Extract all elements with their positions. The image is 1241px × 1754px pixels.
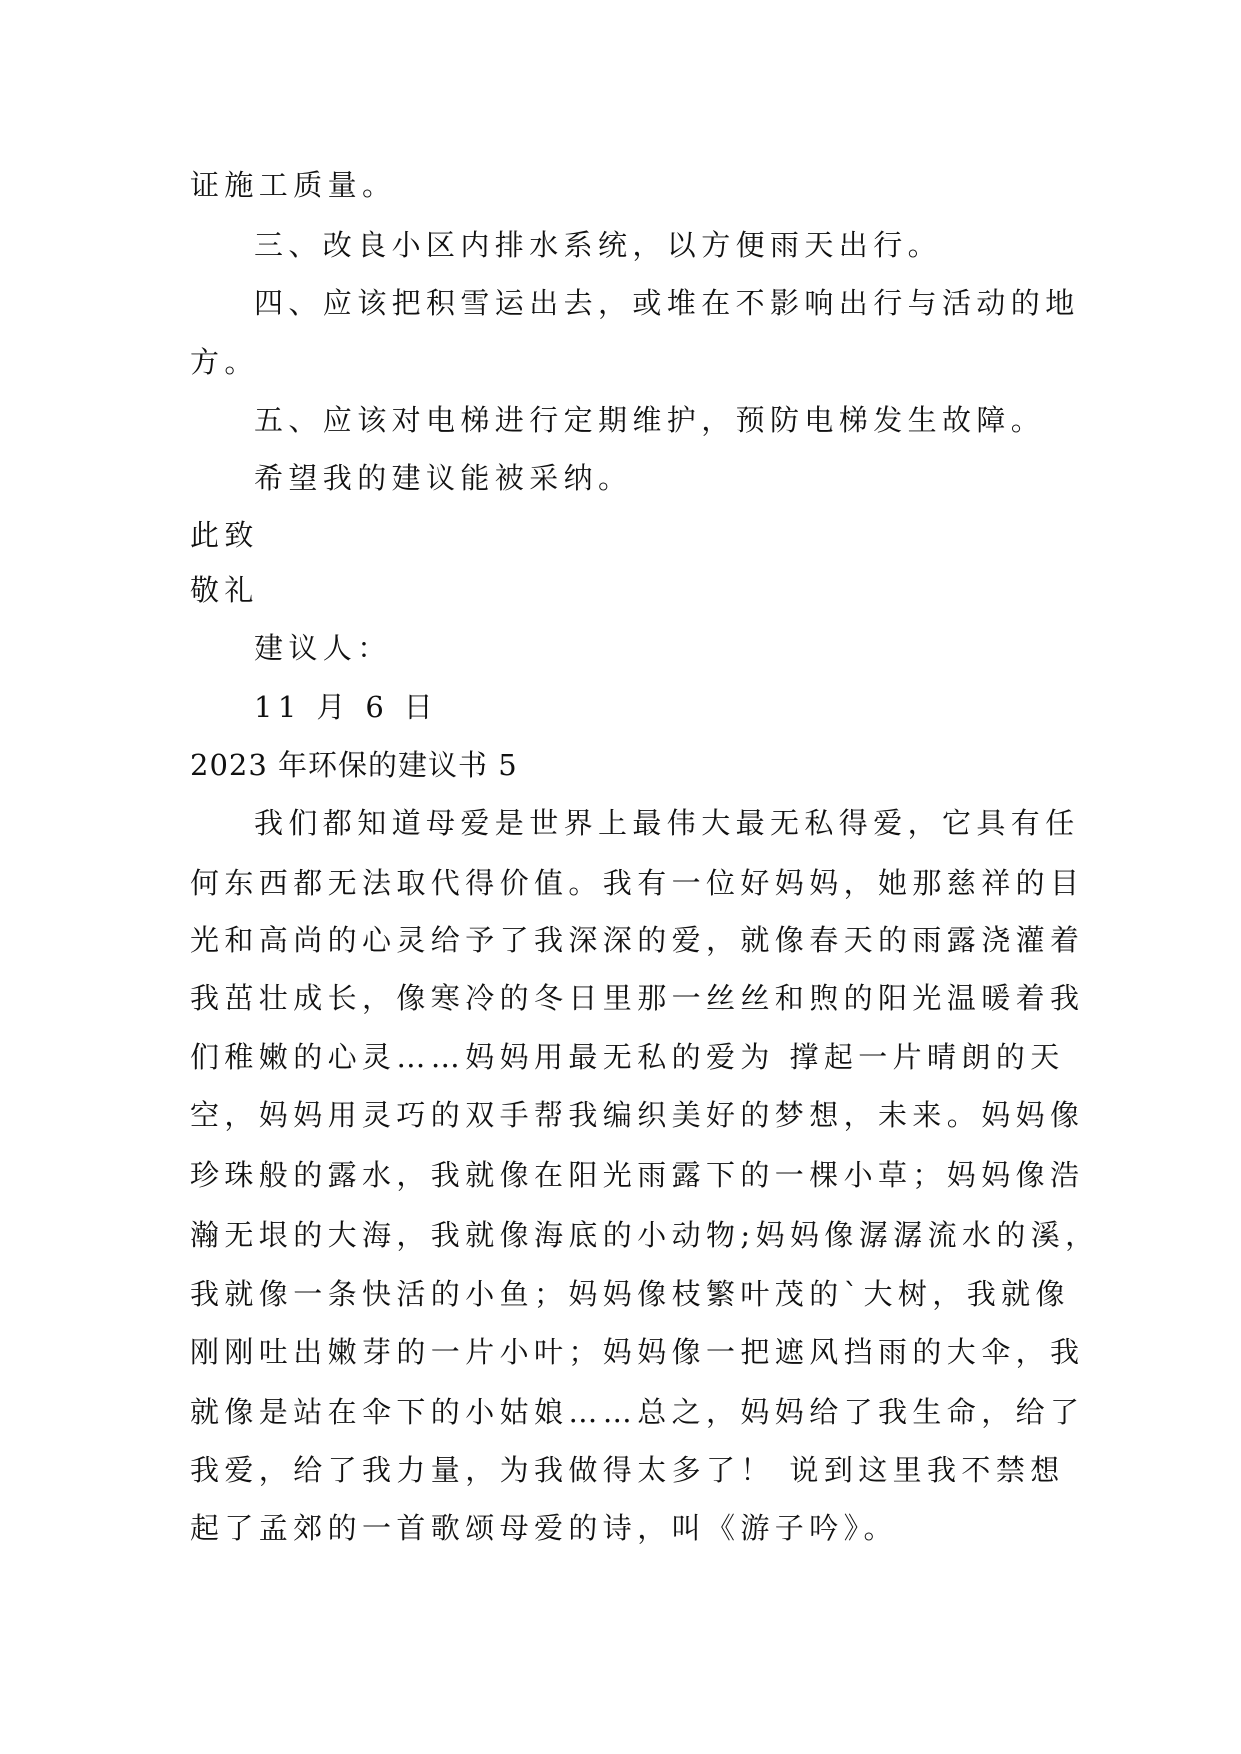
- paragraph-line: 我就像一条快活的小鱼；妈妈像枝繁叶茂的`大树，我就像: [190, 1277, 1070, 1311]
- paragraph-line: 空，妈妈用灵巧的双手帮我编织美好的梦想，未来。妈妈像: [190, 1098, 1085, 1132]
- paragraph-line: 就像是站在伞下的小姑娘……总之，妈妈给了我生命，给了: [190, 1395, 1085, 1429]
- text-line: 五、应该对电梯进行定期维护，预防电梯发生故障。: [254, 403, 1046, 437]
- paragraph-line: 珍珠般的露水，我就像在阳光雨露下的一棵小草；妈妈像浩: [190, 1158, 1085, 1192]
- date: 11 月 6 日: [254, 690, 439, 724]
- paragraph-line: 们稚嫩的心灵……妈妈用最无私的爱为 撑起一片晴朗的天: [190, 1040, 1065, 1074]
- signature-label: 建议人：: [254, 631, 392, 665]
- paragraph-line: 我们都知道母爱是世界上最伟大最无私得爱，它具有任: [254, 806, 1080, 840]
- paragraph-line: 瀚无垠的大海，我就像海底的小动物;妈妈像潺潺流水的溪，: [190, 1218, 1100, 1252]
- text-line: 证施工质量。: [190, 168, 397, 202]
- text-line: 希望我的建议能被采纳。: [254, 461, 633, 495]
- text-line: 四、应该把积雪运出去，或堆在不影响出行与活动的地: [254, 286, 1080, 320]
- paragraph-line: 我爱，给了我力量，为我做得太多了！ 说到这里我不禁想: [190, 1453, 1065, 1487]
- section-title: 2023 年环保的建议书 5: [190, 748, 518, 782]
- paragraph-line: 我茁壮成长，像寒冷的冬日里那一丝丝和煦的阳光温暖着我: [190, 981, 1085, 1015]
- text-line: 方。: [190, 345, 259, 379]
- paragraph-line: 刚刚吐出嫩芽的一片小叶；妈妈像一把遮风挡雨的大伞，我: [190, 1335, 1085, 1369]
- paragraph-line: 光和高尚的心灵给予了我深深的爱，就像春天的雨露浇灌着: [190, 923, 1085, 957]
- closing-salutation: 此致: [190, 518, 259, 552]
- text-line: 三、改良小区内排水系统，以方便雨天出行。: [254, 228, 943, 262]
- paragraph-line: 起了孟郊的一首歌颂母爱的诗，叫《游子吟》。: [190, 1511, 898, 1545]
- closing-regards: 敬礼: [190, 573, 259, 607]
- paragraph-line: 何东西都无法取代得价值。我有一位好妈妈，她那慈祥的目: [190, 866, 1085, 900]
